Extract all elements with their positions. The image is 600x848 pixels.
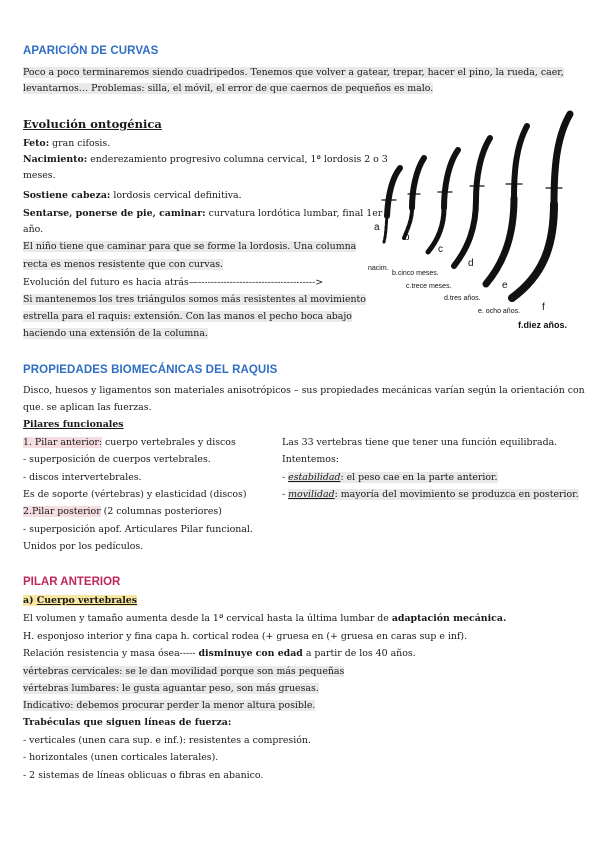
estabilidad-line: [282, 471, 498, 484]
pilar-line: - verticales (unen cara sup. e inf.): resistentes a compresión.: [23, 735, 311, 746]
paragraph-line: [23, 240, 356, 253]
biomec-list-line: - superposición de cuerpos vertebrales.: [23, 454, 211, 465]
figure-letter-b: b: [404, 232, 410, 243]
figure-letter-f: f: [542, 302, 545, 313]
spine-drawing-a-lower: [384, 216, 387, 242]
paragraph-line: [23, 258, 223, 271]
biomec-right-line: Las 33 vertebras tiene que tener una función equilibrada.: [282, 437, 558, 448]
text-line: haciendo una extensión de la columna.: [23, 328, 208, 339]
movilidad-term: movilidad: [288, 489, 335, 500]
biomec-list-line: Unidos por los pedículos.: [23, 541, 144, 552]
figure-caption-d: d.tres años.: [444, 295, 481, 302]
paragraph-line: [23, 310, 352, 323]
paragraph-line: [23, 699, 315, 712]
nacimiento-line: [23, 153, 388, 166]
biomec-paragraph-2: que. se aplican las fuerzas.: [23, 402, 152, 413]
text-line: Indicativo: debemos procurar perder la menor altura posible.: [23, 700, 316, 711]
pilar-anterior-text: cuerpo vertebrales y discos: [102, 437, 236, 448]
pilar-posterior-label: 2.Pilar posterior: [23, 506, 101, 517]
sentarse-text: curvatura lordótica lumbar, final 1er: [205, 208, 383, 219]
figure-caption-b: b.cinco meses.: [392, 270, 439, 277]
paragraph-line: [23, 82, 433, 95]
volumen-line: [23, 612, 506, 625]
nacimiento-line-2: meses.: [23, 170, 56, 181]
estabilidad-term: estabilidad: [288, 472, 341, 483]
section-title-biomecanicas: PROPIEDADES BIOMECÁNICAS DEL RAQUIS: [23, 364, 278, 376]
text-line: Poco a poco terminaremos siendo cuadripedos. Tenemos que volver a gatear, trepar, hacer el pino, la rueda, caer,: [23, 67, 564, 78]
spine-evolution-drawing: [362, 108, 594, 336]
text-line: recta es menos resistente que con curvas.: [23, 259, 224, 270]
nacimiento-label: Nacimiento:: [23, 154, 88, 165]
cuerpo-vertebrales-subtitle: [23, 594, 137, 607]
text-line: El niño tiene que caminar para que se forme la lordosis. Una columna: [23, 241, 357, 252]
sostiene-line: [23, 189, 242, 202]
pilares-title: [23, 418, 124, 431]
figure-letter-d: d: [468, 258, 474, 269]
text-line: vértebras cervicales: se le dan movilidad porque son más pequeñas: [23, 666, 345, 677]
section-title-aparicion: APARICIÓN DE CURVAS: [23, 45, 159, 57]
section-title-pilar-anterior: PILAR ANTERIOR: [23, 576, 121, 588]
volumen-bold: adaptación mecánica.: [391, 613, 507, 624]
figure-caption-c: c.trece meses.: [406, 283, 452, 290]
pilar-line: - 2 sistemas de líneas oblicuas o fibras en abanico.: [23, 770, 264, 781]
figure-letter-c: c: [438, 244, 443, 255]
spine-drawing-f: [554, 114, 570, 204]
estabilidad-dash: -: [282, 472, 289, 483]
figure-caption-e: e. ocho años.: [478, 308, 521, 315]
sostiene-label: Sostiene cabeza:: [23, 190, 111, 201]
paragraph-line: [23, 665, 344, 678]
movilidad-line: [282, 488, 579, 501]
spine-evolution-figure: [362, 108, 594, 336]
biomec-list-line: Es de soporte (vértebras) y elasticidad (discos): [23, 489, 247, 500]
pilares-title-text: Pilares funcionales: [23, 419, 124, 430]
spine-drawing-e-lower: [486, 198, 514, 284]
pilar-anterior-label: 1. Pilar anterior:: [23, 437, 102, 448]
figure-caption-a: nacim.: [368, 265, 389, 272]
pilar-anterior-line: [23, 436, 236, 449]
spine-drawing-d: [476, 138, 490, 200]
pilar-line: - horizontales (unen corticales laterales).: [23, 752, 219, 763]
text-line: Si mantenemos los tres triángulos somos más resistentes al movimiento: [23, 294, 366, 305]
pilar-posterior-line: [23, 505, 222, 518]
trabeculas-title: Trabéculas que siguen líneas de fuerza:: [23, 717, 232, 728]
text-line: vértebras lumbares: le gusta aguantar peso, son más gruesas.: [23, 683, 319, 694]
subsection-title-ontogenica: Evolución ontogénica: [23, 117, 162, 131]
paragraph-line: [23, 66, 564, 79]
feto-line: [23, 137, 110, 150]
paragraph-line: [23, 682, 319, 695]
biomec-list-line: - discos intervertebrales.: [23, 472, 142, 483]
text-line: estrella para el raquis: extensión. Con las manos el pecho boca abajo: [23, 311, 352, 322]
feto-text: gran cifosis.: [49, 138, 111, 149]
movilidad-text: : mayoría del movimiento se produzca en posterior.: [334, 489, 579, 500]
evolucion-line: Evolución del futuro es hacia atrás—------------------------------------->: [23, 277, 324, 288]
pilar-posterior-text: (2 columnas posteriores): [100, 506, 222, 517]
spine-drawing-c: [444, 150, 458, 208]
text-line: levantarnos… Problemas: silla, el móvil, el error de que caernos de pequeños es malo.: [23, 83, 434, 94]
subtitle-text: Cuerpo vertebrales: [36, 595, 138, 606]
nacimiento-text: enderezamiento progresivo columna cervical, 1ª lordosis 2 o 3: [87, 154, 388, 165]
paragraph-line: [23, 327, 208, 340]
feto-label: Feto:: [23, 138, 50, 149]
spine-drawing-b: [412, 158, 424, 208]
figure-letter-a: a: [374, 222, 380, 233]
relacion-bold: disminuye con edad: [198, 648, 303, 659]
figure-caption-f: f.diez años.: [518, 320, 568, 330]
pilar-line: H. esponjoso interior y fina capa h. cortical rodea (+ gruesa en (+ gruesa en caras sup e inf).: [23, 631, 468, 642]
relacion-text: Relación resistencia y masa ósea-----: [23, 648, 199, 659]
biomec-right-line: Intentemos:: [282, 454, 339, 465]
biomec-paragraph-1: Disco, huesos y ligamentos son materiales anisotrópicos – sus propiedades mecánicas varían según la orientación con: [23, 385, 585, 396]
estabilidad-text: : el peso cae en la parte anterior.: [340, 472, 498, 483]
sostiene-text: lordosis cervical definitiva.: [110, 190, 242, 201]
figure-letter-e: e: [502, 280, 508, 291]
vertebra-ticks: [382, 184, 562, 200]
biomec-list-line: - superposición apof. Articulares Pilar funcional.: [23, 524, 253, 535]
spine-drawing-e: [514, 126, 527, 198]
subtitle-prefix: a): [23, 595, 37, 606]
spine-drawing-f-lower: [512, 204, 554, 298]
volumen-text: El volumen y tamaño aumenta desde la 1ª cervical hasta la última lumbar de: [23, 613, 392, 624]
spine-drawing-a: [387, 168, 400, 216]
relacion-tail: a partir de los 40 años.: [302, 648, 416, 659]
sentarse-label: Sentarse, ponerse de pie, caminar:: [23, 208, 206, 219]
spine-drawing-d-lower: [454, 200, 476, 266]
movilidad-dash: -: [282, 489, 289, 500]
paragraph-line: [23, 293, 366, 306]
sentarse-line-2: año.: [23, 224, 44, 235]
relacion-line: [23, 647, 416, 660]
sentarse-line: [23, 207, 382, 220]
